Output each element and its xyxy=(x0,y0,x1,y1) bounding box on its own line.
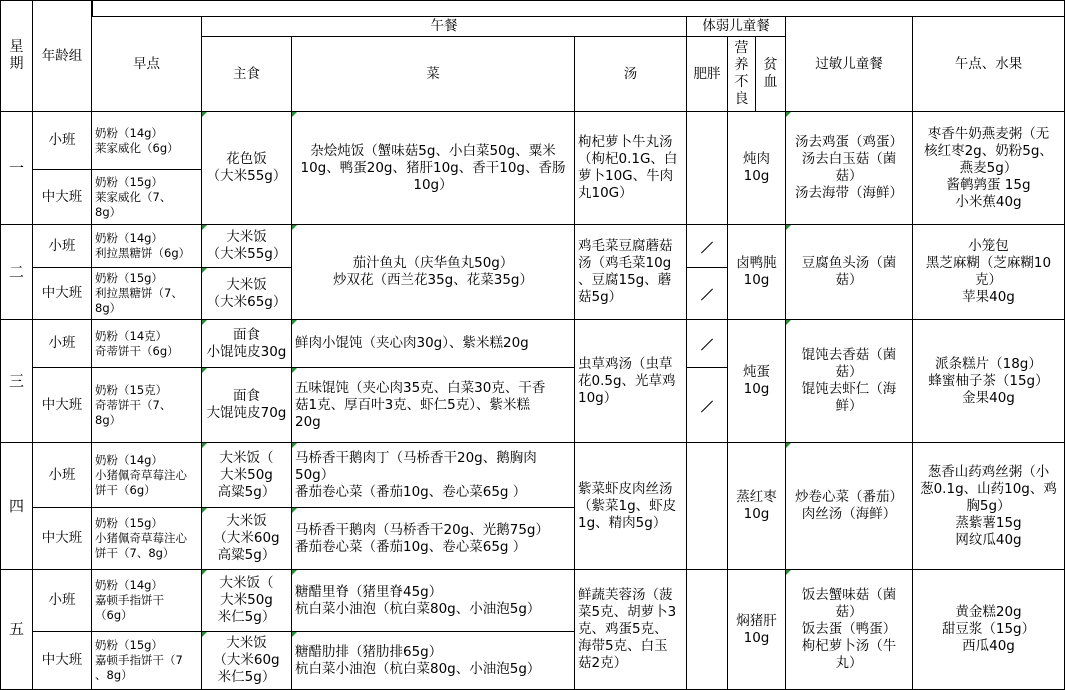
header-breakfast-text: 早点 xyxy=(133,55,160,72)
header-malnutrition-text: 营 养 不 良 xyxy=(734,40,749,107)
header-soup xyxy=(575,37,687,112)
snack-fruit xyxy=(913,320,1065,443)
header-top-blank xyxy=(92,0,1065,17)
dish-text: 茄汁鱼丸（庆华鱼丸50g） 炒双花（西兰花35g、花菜35g） xyxy=(333,255,533,288)
age-group-mid-large-text: 中大班 xyxy=(41,285,83,301)
dish-mid-large-text: 糖醋肋排（猪肋排65g） 杭白菜小油泡（杭白菜80g、小油泡5g） xyxy=(295,643,541,677)
age-group-small-text: 小班 xyxy=(48,335,76,351)
malnutrition-anemia-meal xyxy=(728,570,786,690)
header-dish xyxy=(292,37,575,112)
age-group-mid-large xyxy=(33,632,92,690)
snack-fruit-text: 派条糕片（18g） 蜂蜜柚子茶（15g） 金果40g xyxy=(928,355,1049,406)
header-staple xyxy=(202,37,292,112)
staple-food-mid-large-text: 面食 大馄饨皮70g xyxy=(206,388,287,421)
snack-fruit xyxy=(913,225,1065,320)
cell-comment-marker xyxy=(202,268,207,273)
age-group-small xyxy=(33,570,92,632)
header-day-text: 星 期 xyxy=(9,39,24,72)
cell-comment-marker xyxy=(292,368,297,373)
staple-food-small xyxy=(202,443,292,508)
dish xyxy=(292,225,575,320)
dish-small xyxy=(292,320,575,368)
header-malnutrition xyxy=(728,37,756,112)
header-anemia xyxy=(756,37,786,112)
cell-comment-marker xyxy=(786,570,791,575)
snack-fruit-text: 黄金糕20g 甜豆浆（15g） 西瓜40g xyxy=(941,604,1036,654)
malnutrition-anemia-meal-text: 卤鸭肫 10g xyxy=(736,255,777,288)
header-breakfast xyxy=(92,17,202,112)
allergy-meal xyxy=(786,112,913,225)
cell-comment-marker xyxy=(202,508,207,513)
malnutrition-anemia-meal xyxy=(728,225,786,320)
header-allergy-meal xyxy=(786,17,913,112)
age-group-mid-large-text: 中大班 xyxy=(41,530,83,546)
age-group-mid-large xyxy=(33,368,92,443)
dish-mid-large xyxy=(292,368,575,443)
dish-small xyxy=(292,443,575,508)
staple-food-mid-large xyxy=(202,268,292,320)
allergy-meal xyxy=(786,570,913,690)
staple-food xyxy=(202,112,292,225)
soup xyxy=(575,570,687,690)
dish xyxy=(292,112,575,225)
staple-food-mid-large xyxy=(202,368,292,443)
staple-food-small-text: 面食 小馄饨皮30g xyxy=(206,326,287,360)
breakfast-small xyxy=(92,320,202,368)
obese-meal xyxy=(687,112,728,225)
cell-comment-marker xyxy=(202,320,207,325)
breakfast-mid-large-text: 奶粉（15g） 小猪佩奇草莓注心 饼干（7、8g） xyxy=(95,516,187,560)
age-group-mid-large xyxy=(33,170,92,225)
age-group-small-text: 小班 xyxy=(48,132,76,148)
breakfast-mid-large-text: 奶粉（15克） 奇蒂饼干（7、 8g） xyxy=(95,382,172,427)
staple-food-mid-large-text: 大米饭 （大米60g 米仁5g） xyxy=(213,635,280,685)
dish-small-text: 糖醋里脊（猪里脊45g） 杭白菜小油泡（杭白菜80g、小油泡5g） xyxy=(295,583,541,617)
soup-text: 虫草鸡汤（虫草 花0.5g、光草鸡 10g） xyxy=(578,355,676,406)
soup xyxy=(575,112,687,225)
staple-food-mid-large xyxy=(202,508,292,570)
age-group-small-text: 小班 xyxy=(48,466,76,483)
header-snack-fruit-text: 午点、水果 xyxy=(954,55,1023,72)
breakfast-small-text: 奶粉（14g） 利拉黑糖饼（6g） xyxy=(95,231,191,260)
soup xyxy=(575,320,687,443)
cell-comment-marker xyxy=(202,225,207,230)
staple-food-small-text: 大米饭（ 大米50g 高粱5g） xyxy=(217,449,276,500)
staple-food-small xyxy=(202,225,292,268)
breakfast-mid-large xyxy=(92,632,202,690)
staple-food-mid-large-text: 大米饭 （大米65g） xyxy=(206,276,287,310)
malnutrition-anemia-meal xyxy=(728,320,786,443)
age-group-mid-large-text: 中大班 xyxy=(41,396,83,413)
age-group-mid-large-text: 中大班 xyxy=(41,652,83,668)
snack-fruit xyxy=(913,112,1065,225)
snack-fruit-text: 枣香牛奶燕麦粥（无 核红枣2g、奶粉5g、 燕麦5g） 酱鹌鹑蛋 15g 小米蕉40g xyxy=(924,125,1053,210)
malnutrition-anemia-meal-text: 焖猪肝 10g xyxy=(736,612,777,646)
age-group-small xyxy=(33,225,92,268)
header-weak-child-meal xyxy=(687,17,786,37)
dish-small xyxy=(292,570,575,632)
day-label-text: 三 xyxy=(8,371,24,390)
day-label-text: 四 xyxy=(8,496,24,515)
breakfast-small-text: 奶粉（14g） 莱家威化（6g） xyxy=(95,125,179,155)
malnutrition-anemia-meal-text: 蒸红枣 10g xyxy=(736,489,777,522)
snack-fruit-text: 葱香山药鸡丝粥（小 葱0.1g、山药10g、鸡 胸5g） 蒸紫薯15g 网纹瓜40g xyxy=(920,463,1057,548)
breakfast-small xyxy=(92,112,202,170)
staple-food-text: 花色饭 （大米55g） xyxy=(206,151,287,184)
breakfast-mid-large-text: 奶粉（15g） 嘉顿手指饼干（7 、8g） xyxy=(95,638,183,682)
breakfast-small-text: 奶粉（14克） 奇蒂饼干（6g） xyxy=(95,328,179,358)
allergy-meal-text: 炒卷心菜（番茄） 肉丝汤（海鲜） xyxy=(795,489,903,522)
staple-food-mid-large-text: 大米饭 （大米60g 高粱5g） xyxy=(213,513,280,563)
cell-comment-marker xyxy=(292,225,297,230)
snack-fruit-text: 小笼包 黑芝麻糊（芝麻糊10 克） 苹果40g xyxy=(925,238,1052,305)
staple-food-mid-large xyxy=(202,632,292,690)
soup xyxy=(575,443,687,570)
cell-comment-marker xyxy=(292,320,297,325)
obese-meal xyxy=(687,443,728,570)
allergy-meal-text: 馄饨去香菇（菌 菇） 馄饨去虾仁（海 鲜） xyxy=(801,347,897,414)
header-allergy-meal-text: 过敏儿童餐 xyxy=(815,55,883,72)
snack-fruit xyxy=(913,443,1065,570)
header-weak-child-meal-text: 体弱儿童餐 xyxy=(702,18,770,34)
breakfast-small xyxy=(92,443,202,508)
age-group-mid-large xyxy=(33,508,92,570)
day-label xyxy=(0,320,33,443)
cell-comment-marker xyxy=(292,632,297,637)
allergy-meal-text: 豆腐鱼头汤（菌 菇） xyxy=(801,255,897,288)
age-group-mid-large-text: 中大班 xyxy=(41,188,83,205)
malnutrition-anemia-meal xyxy=(728,112,786,225)
cell-comment-marker xyxy=(202,632,207,637)
age-group-mid-large xyxy=(33,268,92,320)
snack-fruit xyxy=(913,570,1065,690)
header-soup-text: 汤 xyxy=(623,65,638,82)
allergy-meal xyxy=(786,225,913,320)
cell-comment-marker xyxy=(292,570,297,575)
allergy-meal xyxy=(786,320,913,443)
header-anemia-text: 贫 血 xyxy=(763,57,778,90)
soup-text: 紫菜虾皮肉丝汤 （紫菜1g、虾皮 1g、精肉5g） xyxy=(578,480,677,531)
cell-comment-marker xyxy=(292,443,297,448)
cell-comment-marker xyxy=(292,112,297,117)
malnutrition-anemia-meal-text: 炖肉 10g xyxy=(743,151,770,184)
dish-small-text: 鲜肉小馄饨（夹心肉30g）、紫米糕20g xyxy=(295,335,529,351)
soup xyxy=(575,225,687,320)
breakfast-small xyxy=(92,570,202,632)
header-age-group-text: 年龄组 xyxy=(41,47,83,64)
day-label xyxy=(0,225,33,320)
breakfast-mid-large-text: 奶粉（15g） 莱家威化（7、 8g） xyxy=(95,174,172,219)
staple-food-small xyxy=(202,320,292,368)
soup-text: 鲜蔬芙蓉汤（菠 菜5克、胡萝卜3 克、鸡蛋5克、 海带5克、白玉 菇2克） xyxy=(578,587,677,671)
breakfast-mid-large xyxy=(92,170,202,225)
breakfast-mid-large xyxy=(92,508,202,570)
day-label-text: 二 xyxy=(8,262,24,281)
allergy-meal-text: 汤去鸡蛋（鸡蛋） 汤去白玉菇（菌 菇） 汤去海带（海鲜） xyxy=(795,134,903,201)
age-group-small xyxy=(33,112,92,170)
cell-comment-marker xyxy=(202,368,207,373)
soup-text: 鸡毛菜豆腐蘑菇 汤（鸡毛菜10g 、豆腐15g、蘑 菇5g） xyxy=(578,238,673,305)
header-obese xyxy=(687,37,728,112)
malnutrition-anemia-meal-text: 炖蛋 10g xyxy=(743,364,770,397)
cell-comment-marker xyxy=(786,443,791,448)
header-lunch-text: 午餐 xyxy=(430,18,458,34)
cell-comment-marker xyxy=(786,225,791,230)
dish-mid-large xyxy=(292,632,575,690)
cell-comment-marker xyxy=(786,320,791,325)
cell-comment-marker xyxy=(786,112,791,117)
breakfast-small-text: 奶粉（14g） 小猪佩奇草莓注心 饼干（6g） xyxy=(95,452,187,497)
day-label xyxy=(0,570,33,690)
allergy-meal-text: 饭去蟹味菇（菌 菇） 饭去蛋（鸭蛋） 枸杞萝卜汤（牛 丸） xyxy=(801,587,897,671)
dish-mid-large-text: 马桥香干鹅肉（马桥香干20g、光鹅75g） 番茄卷心菜（番茄10g、卷心菜65g ） xyxy=(295,521,549,555)
age-group-small xyxy=(33,320,92,368)
cell-comment-marker xyxy=(292,508,297,513)
day-label xyxy=(0,443,33,570)
age-group-small-text: 小班 xyxy=(48,237,76,254)
dish-mid-large xyxy=(292,508,575,570)
staple-food-small xyxy=(202,570,292,632)
breakfast-small xyxy=(92,225,202,268)
cell-comment-marker xyxy=(202,570,207,575)
header-staple-text: 主食 xyxy=(233,65,260,82)
day-label xyxy=(0,112,33,225)
age-group-small xyxy=(33,443,92,508)
staple-food-small-text: 大米饭 （大米55g） xyxy=(206,229,287,262)
header-day xyxy=(0,0,33,112)
breakfast-small-text: 奶粉（14g） 嘉顿手指饼干 （6g） xyxy=(95,578,164,622)
allergy-meal xyxy=(786,443,913,570)
breakfast-mid-large-text: 奶粉（15g） 利拉黑糖饼（7、 8g） xyxy=(95,271,183,315)
age-group-small-text: 小班 xyxy=(48,592,76,608)
dish-mid-large-text: 五味馄饨（夹心肉35克、白菜30克、干香 菇1克、厚百叶3克、虾仁5克）、紫米糕 20g xyxy=(295,379,546,430)
breakfast-mid-large xyxy=(92,368,202,443)
dish-small-text: 马桥香干鹅肉丁（马桥香干20g、鹅胸肉 50g） 番茄卷心菜（番茄10g、卷心菜65g ） xyxy=(295,449,537,500)
header-lunch xyxy=(202,17,687,37)
day-label-text: 一 xyxy=(8,158,24,177)
dish-text: 杂烩炖饭（蟹味菇5g、小白菜50g、粟米 10g、鸭蛋20g、猪肝10g、香干10g、香肠 10g） xyxy=(300,142,566,193)
header-snack-fruit xyxy=(913,17,1065,112)
header-dish-text: 菜 xyxy=(426,65,440,82)
cell-comment-marker xyxy=(202,112,207,117)
day-label-text: 五 xyxy=(8,620,24,638)
obese-meal xyxy=(687,570,728,690)
header-obese-text: 肥胖 xyxy=(693,65,721,82)
staple-food-small-text: 大米饭（ 大米50g 米仁5g） xyxy=(217,575,276,625)
soup-text: 枸杞萝卜牛丸汤 （枸杞0.1G、白 萝卜10G、牛肉 丸10G） xyxy=(578,134,678,201)
cell-comment-marker xyxy=(202,443,207,448)
header-age-group xyxy=(33,0,92,112)
breakfast-mid-large xyxy=(92,268,202,320)
malnutrition-anemia-meal xyxy=(728,443,786,570)
